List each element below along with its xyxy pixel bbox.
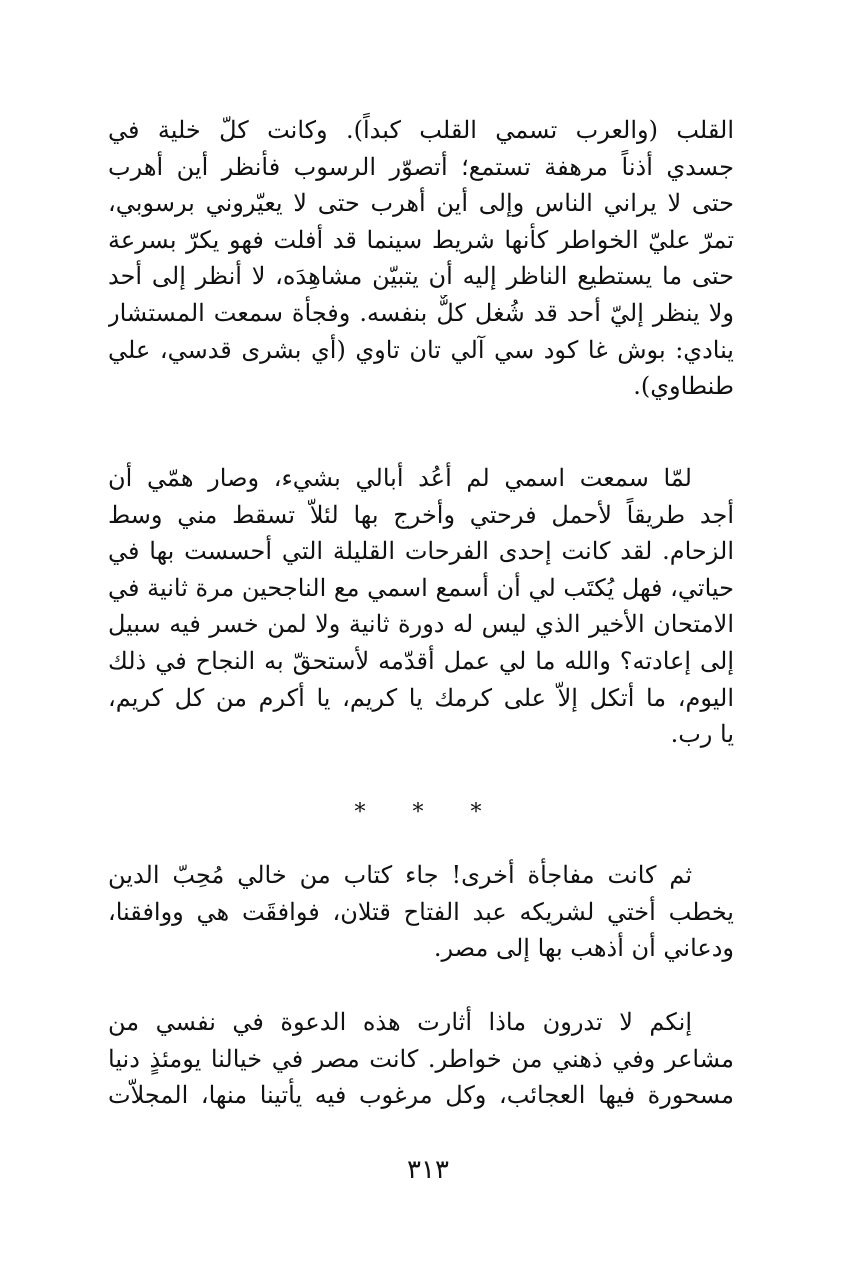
text-line: الامتحان الأخير الذي ليس له دورة ثانية ولا لمن خسر فيه سبيل xyxy=(108,610,734,639)
text-line: مشاعر وفي ذهني من خواطر. كانت مصر في خيالنا يومئذٍ دنيا xyxy=(108,1044,734,1073)
text-line: حياتي، فهل يُكتَب لي أن أسمع اسمي مع الناجحين مرة ثانية في xyxy=(108,573,734,602)
section-separator: * * * xyxy=(354,800,502,825)
text-line: حتى ما يستطيع الناظر إليه أن يتبيّن مشاهِدَه، لا أنظر إلى أحد xyxy=(108,262,734,291)
text-line: القلب (والعرب تسمي القلب كبداً). وكانت كلّ خلية في xyxy=(108,116,734,144)
text-line: جسدي أذناً مرهفة تستمع؛ أتصوّر الرسوب فأنظر أين أهرب xyxy=(108,152,734,181)
text-line: ثم كانت مفاجأة أخرى! جاء كتاب من خالي مُحِبّ الدين xyxy=(108,861,692,889)
paragraph-3 xyxy=(108,857,734,967)
text-line: إنكم لا تدرون ماذا أثارت هذه الدعوة في نفسي من xyxy=(108,1008,692,1036)
text-line: ينادي: بوش غا كود سي آلي تان تاوي (أي بشرى قدسي، علي xyxy=(108,335,734,364)
text-line: إلى إعادته؟ والله ما لي عمل أقدّمه لأستحقّ به النجاح في ذلك xyxy=(108,646,734,675)
paragraph-4 xyxy=(108,1004,734,1114)
text-line: تمرّ عليّ الخواطر كأنها شريط سينما قد أفلت فهو يكرّ بسرعة xyxy=(108,225,734,254)
paragraph-2 xyxy=(108,460,734,753)
text-line: اليوم، ما أتكل إلاّ على كرمك يا كريم، يا أكرم من كل كريم، xyxy=(108,683,734,712)
text-line: أجد طريقاً لأحمل فرحتي وأخرج بها لئلاّ تسقط مني وسط xyxy=(108,500,734,529)
paragraph-1 xyxy=(108,112,734,405)
text-line: لمّا سمعت اسمي لم أعُد أبالي بشيء، وصار همّي أن xyxy=(108,464,692,492)
text-line: طنطاوي). xyxy=(633,372,734,401)
page-number: ٣١٣ xyxy=(407,1155,449,1185)
text-line: ولا ينظر إليّ أحد قد شُغل كلٌّ بنفسه. وفجأة سمعت المستشار xyxy=(108,298,734,327)
text-line: ودعاني أن أذهب بها إلى مصر. xyxy=(433,934,734,963)
text-line: الزحام. لقد كانت إحدى الفرحات القليلة التي أحسست بها في xyxy=(108,537,734,566)
text-line: حتى لا يراني الناس وإلى أين أهرب حتى لا يعيّروني برسوبي، xyxy=(108,189,734,218)
text-line: مسحورة فيها العجائب، وكل مرغوب فيه يأتينا منها، المجلاّت xyxy=(108,1081,734,1110)
text-line: يخطب أختي لشريكه عبد الفتاح قتلان، فوافقَت هي ووافقنا، xyxy=(108,897,734,926)
text-line: يا رب. xyxy=(670,720,734,749)
